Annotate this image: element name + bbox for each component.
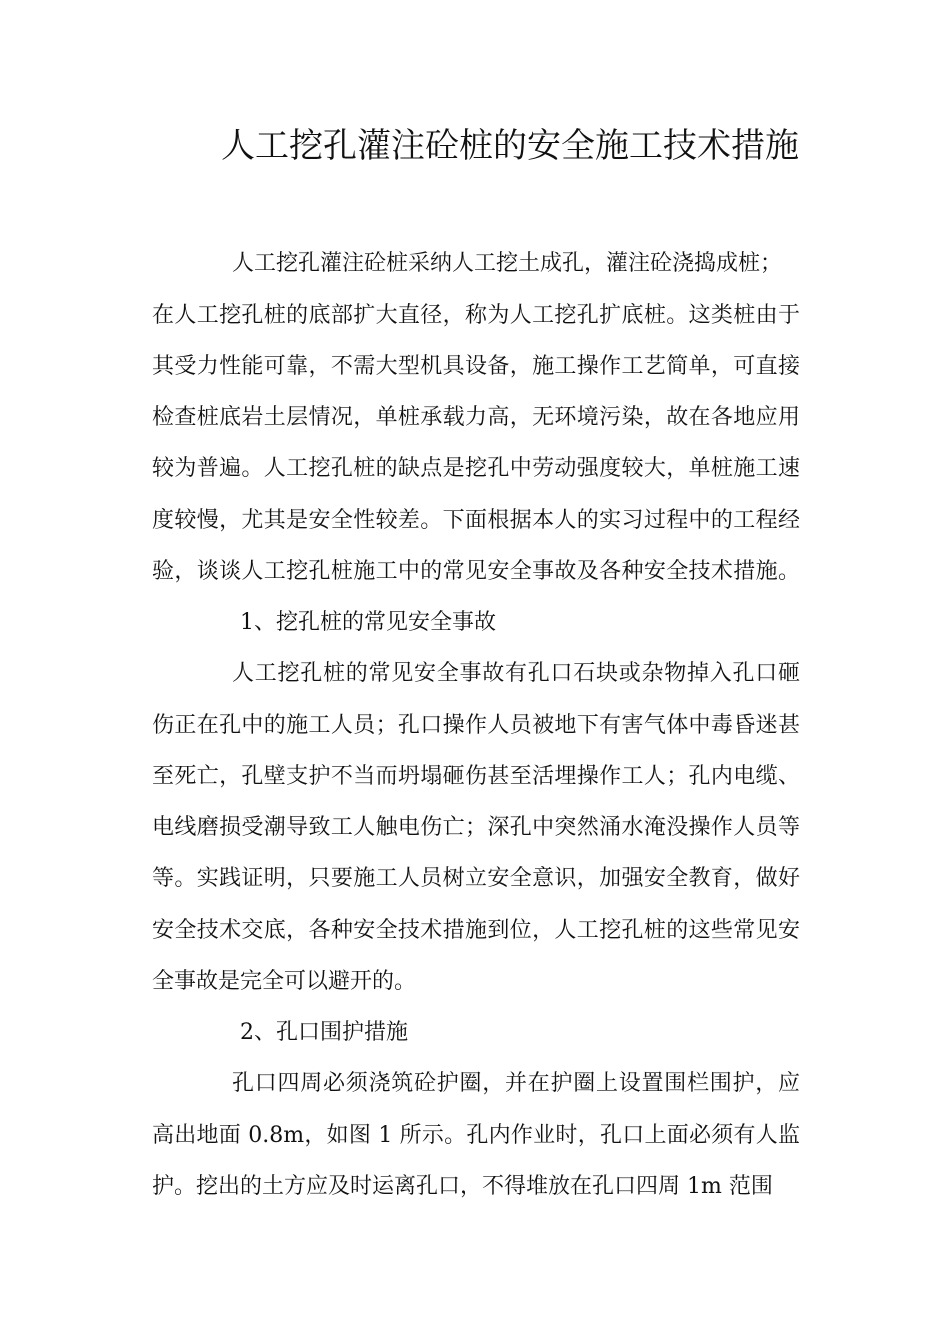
paragraph-line: 验，谈谈人工挖孔桩施工中的常见安全事故及各种安全技术措施。 <box>152 559 800 584</box>
section-heading-2: 2、孔口围护措施 <box>240 1020 408 1045</box>
paragraph-line: 较为普遍。人工挖孔桩的缺点是挖孔中劳动强度较大，单桩施工速 <box>152 456 800 481</box>
paragraph-line: 至死亡，孔壁支护不当而坍塌砸伤甚至活埋操作工人；孔内电缆、 <box>152 764 800 789</box>
paragraph-line: 人工挖孔灌注砼桩采纳人工挖土成孔，灌注砼浇捣成桩； <box>232 251 783 276</box>
paragraph-line: 度较慢，尤其是安全性较差。下面根据本人的实习过程中的工程经 <box>152 508 800 533</box>
paragraph-line: 电线磨损受潮导致工人触电伤亡；深孔中突然涌水淹没操作人员等 <box>152 815 800 840</box>
section-heading-1: 1、挖孔桩的常见安全事故 <box>240 610 496 635</box>
paragraph-line: 其受力性能可靠，不需大型机具设备，施工操作工艺简单，可直接 <box>152 354 800 379</box>
document-title: 人工挖孔灌注砼桩的安全施工技术措施 <box>221 126 799 166</box>
paragraph-line: 安全技术交底，各种安全技术措施到位，人工挖孔桩的这些常见安 <box>152 918 800 943</box>
paragraph-line: 检查桩底岩土层情况，单桩承载力高，无环境污染，故在各地应用 <box>152 405 800 430</box>
paragraph-line: 孔口四周必须浇筑砼护圈，并在护圈上设置围栏围护，应 <box>232 1071 800 1096</box>
paragraph-line: 护。挖出的土方应及时运离孔口，不得堆放在孔口四周 1m 范围 <box>152 1174 773 1199</box>
paragraph-line: 全事故是完全可以避开的。 <box>152 969 417 994</box>
paragraph-line: 等。实践证明，只要施工人员树立安全意识，加强安全教育，做好 <box>152 866 800 891</box>
paragraph-line: 高出地面 0.8m，如图 1 所示。孔内作业时，孔口上面必须有人监 <box>152 1123 800 1148</box>
paragraph-line: 在人工挖孔桩的底部扩大直径，称为人工挖孔扩底桩。这类桩由于 <box>152 303 800 328</box>
paragraph-line: 人工挖孔桩的常见安全事故有孔口石块或杂物掉入孔口砸 <box>232 661 800 686</box>
paragraph-line: 伤正在孔中的施工人员；孔口操作人员被地下有害气体中毒昏迷甚 <box>152 713 800 738</box>
